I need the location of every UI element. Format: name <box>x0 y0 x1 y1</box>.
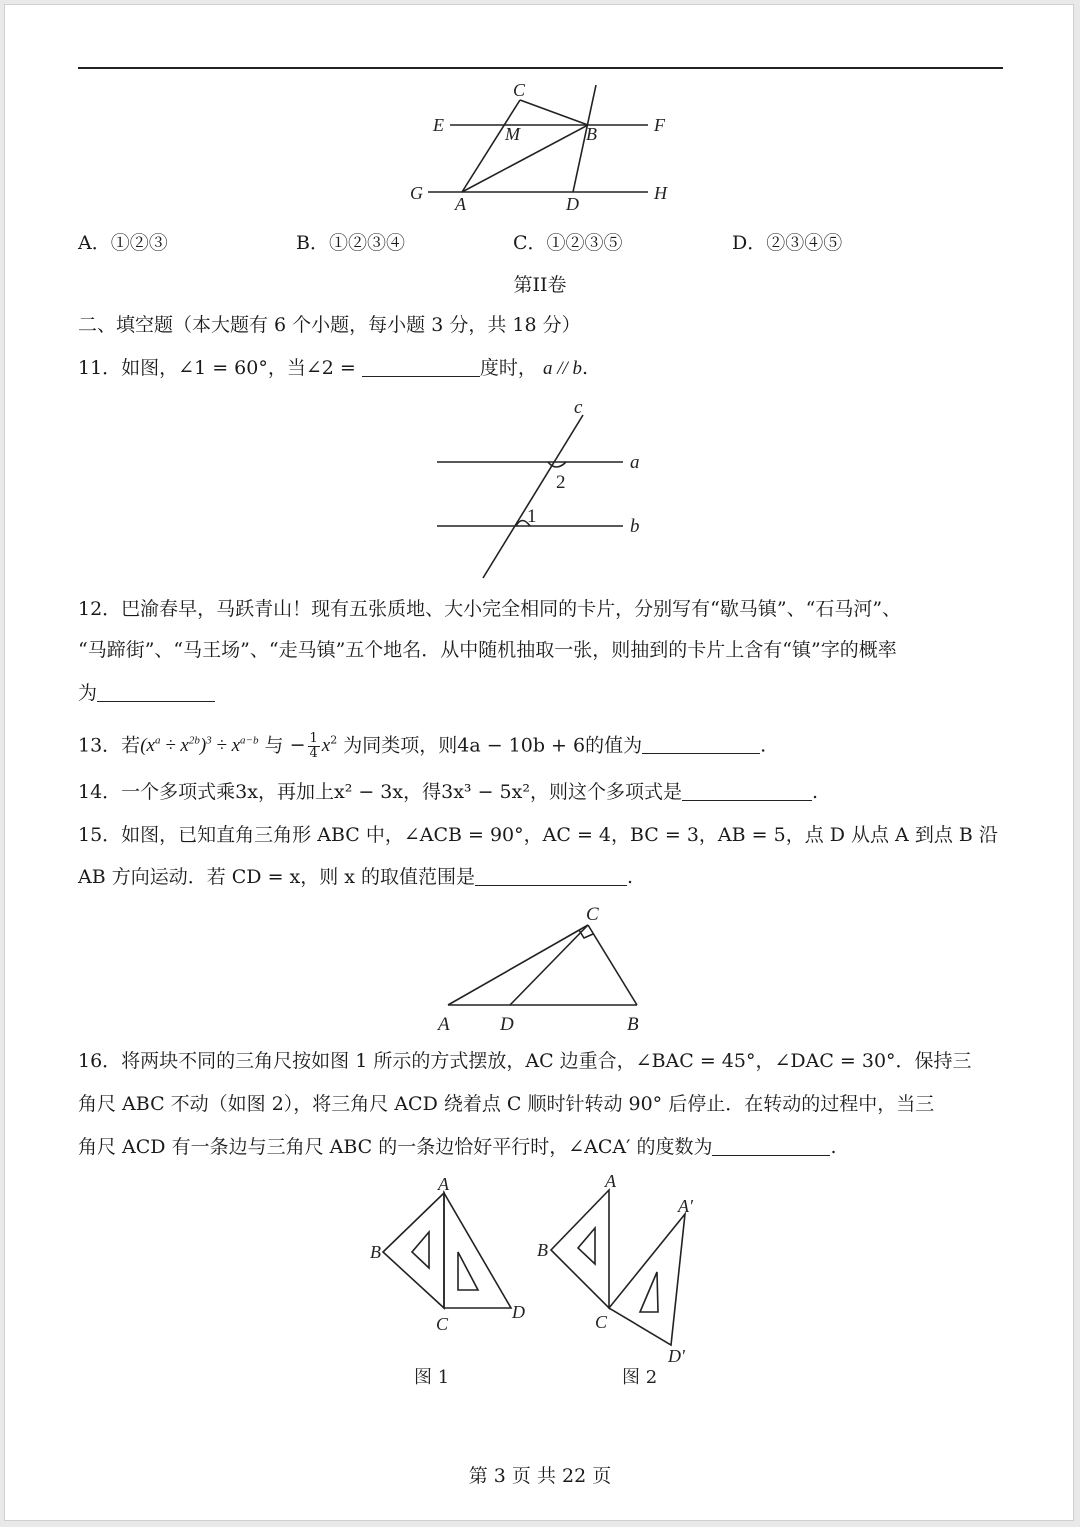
label-D: D <box>566 194 579 214</box>
label-E: E <box>433 115 444 135</box>
question-15-line1: 15．如图，已知直角三角形 ABC 中，∠ACB = 90°，AC = 4，BC = 3，AB = 5，点 D 从点 A 到点 B 沿 <box>78 824 998 846</box>
line-label-b: b <box>630 516 640 537</box>
label-A: A <box>438 1014 450 1035</box>
figure-q10 <box>400 75 690 220</box>
label-G: G <box>410 183 423 203</box>
q15-line2-text: AB 方向运动．若 CD = x，则 x 的取值范围是 <box>78 866 476 888</box>
fig2-label-A: A <box>605 1171 616 1191</box>
fig2-caption: 图 2 <box>622 1367 658 1388</box>
question-13 <box>78 728 766 761</box>
page-footer: 第 3 页 共 22 页 <box>468 1465 612 1487</box>
q16-answer-blank[interactable] <box>712 1135 830 1156</box>
fig2-label-A-prime: A′ <box>678 1196 693 1216</box>
q16-end: . <box>830 1136 837 1158</box>
question-16-line2: 角尺 ABC 不动（如图 2），将三角尺 ACD 绕着点 C 顺时针转动 90° 后停止．在转动的过程中，当三 <box>78 1093 935 1115</box>
q11-post: 度时， <box>479 357 537 379</box>
fig1-label-A: A <box>438 1174 449 1194</box>
q12-answer-blank[interactable] <box>97 681 215 702</box>
q15-end: . <box>627 866 634 888</box>
fig1-label-D: D <box>512 1302 525 1322</box>
fig2-label-B: B <box>537 1240 548 1260</box>
question-16-line3 <box>78 1134 837 1160</box>
header-rule <box>78 67 1003 69</box>
q16-line3-text: 角尺 ACD 有一条边与三角尺 ABC 的一条边恰好平行时，∠ACA′ 的度数为 <box>78 1136 713 1158</box>
q13-post: 为同类项，则4a − 10b + 6的值为 <box>343 734 643 757</box>
option-c: C．①②③⑤ <box>513 232 623 254</box>
line-label-a: a <box>630 452 640 473</box>
q13-pre: 13．若 <box>78 734 141 757</box>
fig2-label-C: C <box>595 1312 608 1332</box>
option-a: A．①②③ <box>78 232 168 254</box>
option-d: D．②③④⑤ <box>732 232 843 254</box>
label-C: C <box>586 904 599 925</box>
q11-answer-blank[interactable] <box>362 356 480 377</box>
fig1-caption: 图 1 <box>414 1367 450 1388</box>
fig1-label-C: C <box>436 1314 449 1334</box>
q14-answer-blank[interactable] <box>682 780 812 801</box>
figure-q15 <box>425 895 660 1040</box>
label-F: F <box>654 115 665 135</box>
figure-q16 <box>360 1165 720 1395</box>
fig1-label-B: B <box>370 1242 381 1262</box>
figure-q11 <box>425 395 655 585</box>
q13-expr: $(x^a \div x^{2b})^3 \div x^{a-b}$ <box>140 735 259 757</box>
q12-line3-text: 为 <box>78 682 98 704</box>
label-A: A <box>455 194 466 214</box>
label-D: D <box>500 1014 514 1035</box>
question-14 <box>78 779 818 805</box>
q11-pre: 11．如图，∠1 = 60°，当∠2 = <box>78 357 356 379</box>
question-15-line2 <box>78 864 633 890</box>
q14-end: . <box>811 781 819 803</box>
q13-answer-blank[interactable] <box>642 733 760 754</box>
q15-answer-blank[interactable] <box>475 865 627 886</box>
q11-end: . <box>582 357 589 379</box>
label-C: C <box>513 80 526 100</box>
question-12-line2: “马蹄街”、“马王场”、“走马镇”五个地名．从中随机抽取一张，则抽到的卡片上含有“镇”字的概率 <box>78 639 897 661</box>
angle-label-2: 2 <box>556 472 566 493</box>
line-label-c: c <box>574 397 583 418</box>
section-title: 第II卷 <box>513 274 567 296</box>
label-M: M <box>505 124 520 144</box>
section2-heading: 二、填空题（本大题有 6 个小题，每小题 3 分，共 18 分） <box>78 314 581 336</box>
question-11 <box>78 355 588 382</box>
fig2-label-D-prime: D′ <box>668 1346 685 1366</box>
q13-mid: 与 <box>264 734 284 757</box>
label-B: B <box>586 124 597 144</box>
q14-text: 14．一个多项式乘3x，再加上x² − 3x，得3x³ − 5x²，则这个多项式是 <box>78 781 682 803</box>
angle-label-1: 1 <box>527 506 537 527</box>
question-12-line1: 12．巴渝春早，马跃青山！现有五张质地、大小完全相同的卡片，分别写有“歇马镇”、“石马河”、 <box>78 598 902 620</box>
option-b: B．①②③④ <box>296 232 405 254</box>
label-B: B <box>627 1014 639 1035</box>
label-H: H <box>654 183 667 203</box>
question-16-line1: 16．将两块不同的三角尺按如图 1 所示的方式摆放，AC 边重合，∠BAC = 45°，∠DAC = 30°．保持三 <box>78 1050 972 1072</box>
question-12-line3 <box>78 680 215 706</box>
q13-end: . <box>760 734 767 757</box>
q11-relation: a // b <box>542 358 583 379</box>
q13-coef: − $\frac{1}{4}$ $x^2$ <box>289 730 338 761</box>
